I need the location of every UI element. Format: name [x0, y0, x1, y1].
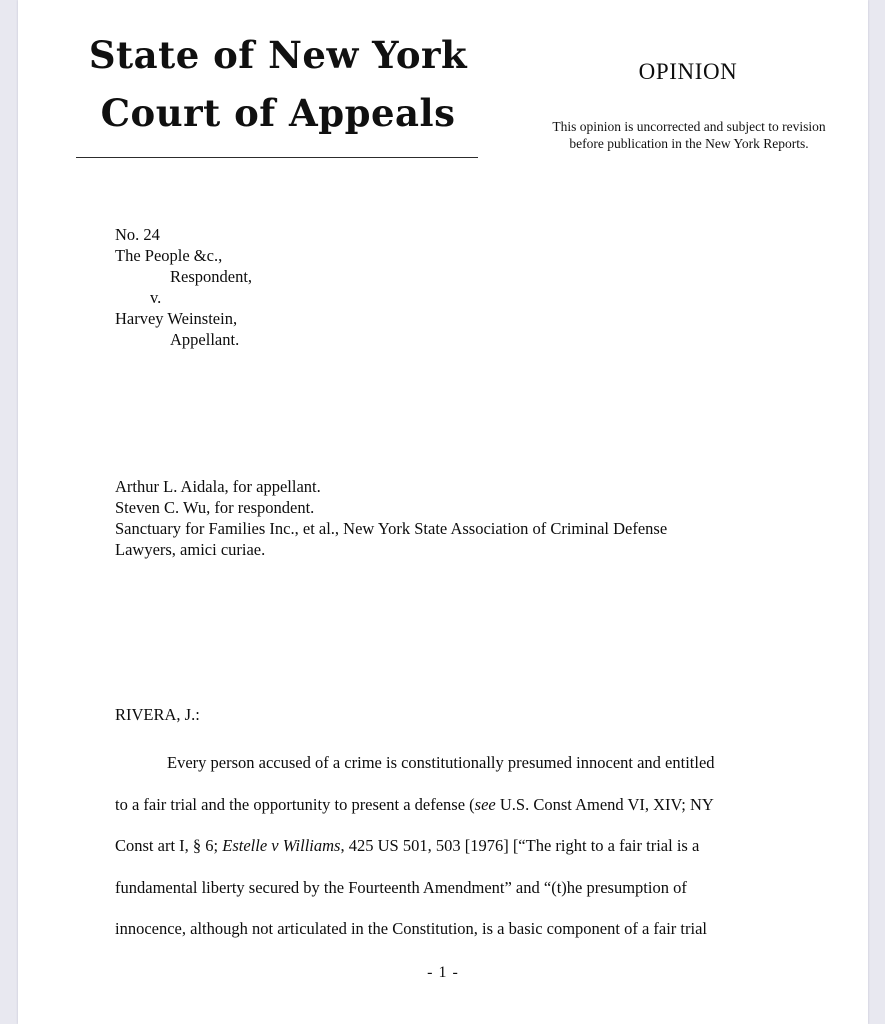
opinion-author: RIVERA, J.: [115, 705, 200, 724]
body-line-5 [115, 908, 770, 950]
body-line-2 [115, 784, 770, 826]
case-citation-estelle: Estelle v Williams [222, 836, 341, 855]
body-line-3 [115, 825, 770, 867]
body-line-1-text: Every person accused of a crime is constitutionally presumed innocent and entitled [167, 753, 715, 772]
respondent-party: The People &c., [115, 246, 223, 265]
court-name-line-1: State of New York [88, 33, 468, 77]
body-line-3-part-b: , 425 US 501, 503 [1976] [“The right to a fair trial is a [340, 836, 700, 855]
opinion-body [115, 742, 770, 950]
body-line-4-text: fundamental liberty secured by the Fourteenth Amendment” and “(t)he presumption of [115, 877, 687, 897]
revision-notice-line-2: before publication in the New York Reports. [569, 136, 809, 151]
signal-see: see [474, 794, 496, 814]
body-line-3-part-a: Const art I, § 6; [115, 836, 223, 855]
appellant-party: Harvey Weinstein, [115, 309, 238, 328]
body-line-1 [115, 742, 770, 784]
page-number: - 1 - [427, 964, 459, 981]
versus-label: v. [150, 288, 162, 307]
case-caption [115, 224, 535, 350]
respondent-role: Respondent, [170, 267, 253, 286]
opinion-page [18, 0, 868, 1024]
body-line-2-part-b: U.S. Const Amend VI, XIV; NY [495, 794, 714, 814]
revision-notice [508, 118, 870, 152]
body-line-4 [115, 867, 770, 909]
body-line-2-part-a: to a fair trial and the opportunity to present a defense ( [115, 794, 475, 814]
counsel-amici-line-2: Lawyers, amici curiae. [115, 540, 266, 559]
court-name [76, 26, 480, 142]
counsel-list [115, 476, 795, 560]
masthead-divider [76, 157, 478, 158]
docket-number: No. 24 [115, 225, 160, 244]
counsel-respondent: Steven C. Wu, for respondent. [115, 498, 315, 517]
counsel-appellant: Arthur L. Aidala, for appellant. [115, 477, 321, 496]
appellant-role: Appellant. [170, 330, 240, 349]
counsel-amici-line-1: Sanctuary for Families Inc., et al., New York State Association of Criminal Defense [115, 519, 668, 538]
masthead [18, 0, 868, 180]
opinion-label: OPINION [638, 59, 738, 84]
body-line-5-text: innocence, although not articulated in the Constitution, is a basic component of a fair trial [115, 919, 708, 938]
revision-notice-line-1: This opinion is uncorrected and subject to revision [552, 119, 826, 134]
court-name-line-2: Court of Appeals [100, 91, 456, 135]
